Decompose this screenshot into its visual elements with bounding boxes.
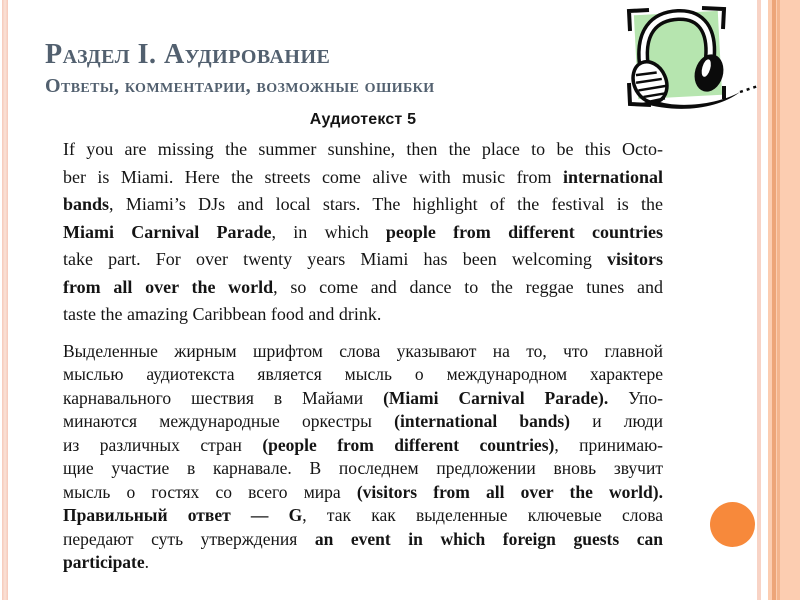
right-border-stripes [757, 0, 800, 600]
text-line: ber is Miami. Here the streets come alive with music from international [63, 166, 663, 187]
right-stripe-dark-line [772, 0, 776, 600]
text-line: Выделенные жирным шрифтом слова указывают на то, что главной [63, 340, 663, 361]
audiotext-heading: Аудиотекст 5 [309, 111, 417, 128]
slide-subtitle: Ответы, комментарии, возможные ошибки [45, 75, 435, 97]
commentary-russian-paragraph [63, 340, 663, 575]
text-line: Правильный ответ — G, так как выделенные ключевые слова [63, 505, 663, 525]
text-line: карнавального шествия в Майами (Miami Carnival Parade). Упо- [63, 387, 664, 408]
scanned-text-block [63, 111, 663, 575]
text-line: из различных стран (people from different countries), принимаю- [63, 434, 663, 455]
textblock-paragraphs [63, 136, 663, 575]
text-line: мыслью аудиотекста является мысль о международном характере [63, 364, 663, 384]
slide-title: Раздел I. Аудирование [45, 39, 331, 70]
orange-accent-circle [710, 502, 755, 547]
right-stripe-light-line [777, 0, 780, 600]
slide-header [45, 38, 435, 98]
text-line: минаются международные оркестры (international bands) и люди [63, 411, 663, 431]
text-line: participate. [63, 552, 150, 572]
text-line: Miami Carnival Parade, in which people from different countries [63, 221, 663, 242]
text-line: мысль о гостях со всего мира (visitors from all over the world). [63, 481, 663, 502]
audiotext-english-paragraph [63, 136, 663, 329]
text-line: передают суть утверждения an event in which foreign guests can [63, 528, 663, 549]
text-line: from all over the world, so come and dance to the reggae tunes and [63, 276, 663, 297]
text-line: take part. For over twenty years Miami has been welcoming visitors [63, 249, 663, 269]
text-line: taste the amazing Caribbean food and drink. [63, 304, 382, 324]
text-line: If you are missing the summer sunshine, then the place to be this Octo- [63, 139, 663, 159]
text-line: щие участие в карнавале. В последнем предложении вновь звучит [63, 458, 663, 478]
text-line: bands, Miami’s DJs and local stars. The highlight of the festival is the [63, 194, 663, 214]
left-border-stripe [2, 0, 8, 600]
headphones-icon [616, 0, 761, 120]
